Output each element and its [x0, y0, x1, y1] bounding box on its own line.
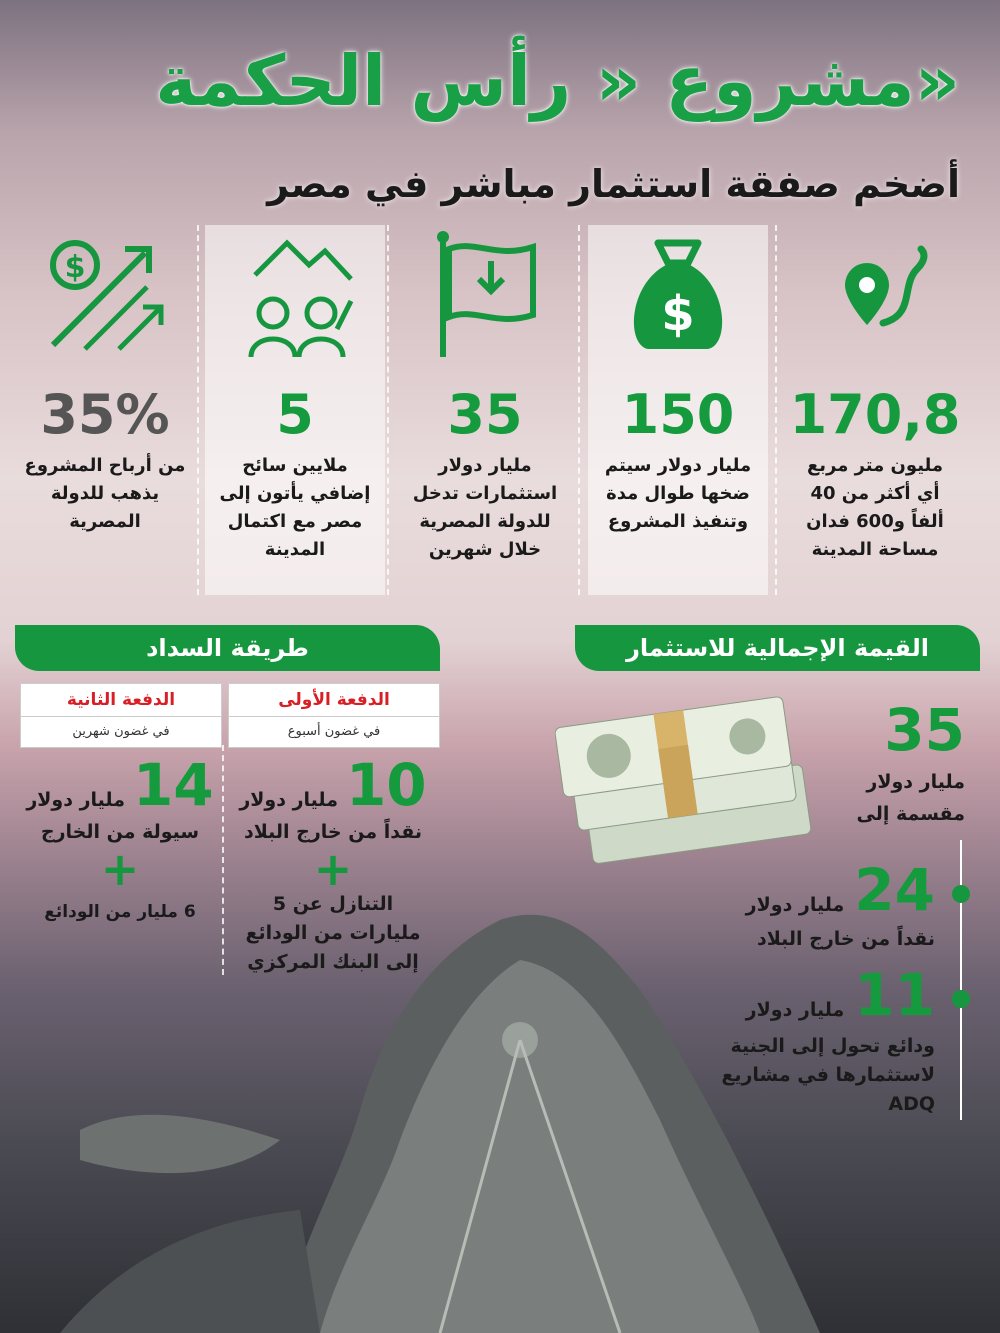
investment-part-unit: مليار دولار	[745, 894, 845, 916]
investment-part-note: ودائع تحول إلى الجنية لاستثمارها في مشاريع ADQ	[721, 1035, 935, 1115]
payment-second-amount	[20, 751, 220, 819]
divider	[578, 225, 580, 595]
stat-tourists	[205, 225, 385, 595]
stat-profit-share	[15, 225, 195, 595]
investment-part-unit: مليار دولار	[745, 999, 845, 1021]
page-title: مشروع « رأس الحكمة»	[155, 40, 960, 122]
stat-number: 5	[276, 383, 314, 446]
money-bag-icon	[608, 225, 748, 365]
divider	[387, 225, 389, 595]
divider	[197, 225, 199, 595]
payment-first-label: الدفعة الأولى	[229, 684, 439, 717]
payment-second-when: في غضون شهرين	[72, 724, 170, 739]
stat-number: 170,8	[789, 383, 961, 446]
city-aerial-image	[0, 880, 1000, 1333]
stat-desc: من أرباح المشروع يذهب للدولة المصرية	[24, 455, 186, 532]
stat-number: 150	[621, 383, 735, 446]
stat-desc: مليار دولار سيتم ضخها طوال مدة وتنفيذ المشروع	[604, 455, 752, 532]
payment-first-amount	[228, 751, 438, 819]
investment-total-note: مقسمة إلى	[856, 803, 965, 825]
payment-second-extra: 6 مليار من الودائع	[44, 902, 196, 922]
stat-number: 35	[447, 383, 523, 446]
payment-second-box	[20, 683, 222, 748]
investment-part-note: نقداً من خارج البلاد	[756, 928, 935, 950]
payment-first-when: في غضون أسبوع	[287, 724, 381, 739]
investment-part-number: 24	[854, 856, 935, 924]
tourists-mountains-icon	[225, 225, 365, 365]
investment-banner: القيمة الإجمالية للاستثمار	[575, 625, 980, 671]
plus-icon: +	[313, 842, 353, 896]
stat-desc: ملايين سائح إضافي يأتون إلى مصر مع اكتمال المدينة	[219, 455, 371, 560]
plus-icon: +	[100, 842, 140, 896]
svg-text:$: $	[661, 286, 695, 342]
investment-total-unit: مليار دولار	[866, 771, 965, 793]
svg-text:$: $	[64, 250, 86, 285]
payment-second-note: سيولة من الخارج	[40, 821, 200, 843]
payment-first-unit: مليار دولار	[239, 789, 338, 811]
payment-second-number: 14	[132, 751, 214, 819]
stat-investment-total	[588, 225, 768, 595]
flag-download-icon	[415, 225, 555, 365]
stat-desc: مليون متر مربع أي أكثر من 40 ألفاً و600 فدان مساحة المدينة	[806, 455, 944, 560]
location-pin-route-icon	[805, 225, 945, 365]
payment-second-unit: مليار دولار	[26, 789, 125, 811]
investment-total-number: 35	[884, 696, 965, 764]
payment-first-extra: التنازل عن 5 مليارات من الودائع إلى البنك المركزي	[245, 893, 421, 973]
page-subtitle: أضخم صفقة استثمار مباشر في مصر	[267, 162, 960, 206]
payment-banner: طريقة السداد	[15, 625, 440, 671]
payment-first-number: 10	[345, 751, 427, 819]
dollar-growth-arrow-icon	[35, 225, 175, 365]
stat-area	[785, 225, 965, 595]
stat-number: 35%	[40, 383, 170, 446]
payment-second-label: الدفعة الثانية	[21, 684, 221, 717]
stat-desc: مليار دولار استثمارات تدخل للدولة المصرية خلال شهرين	[412, 455, 558, 560]
payment-first-box	[228, 683, 440, 748]
stat-two-months	[395, 225, 575, 595]
payment-first-note: نقداً من خارج البلاد	[243, 821, 423, 843]
investment-part-number: 11	[854, 961, 935, 1029]
divider	[775, 225, 777, 595]
